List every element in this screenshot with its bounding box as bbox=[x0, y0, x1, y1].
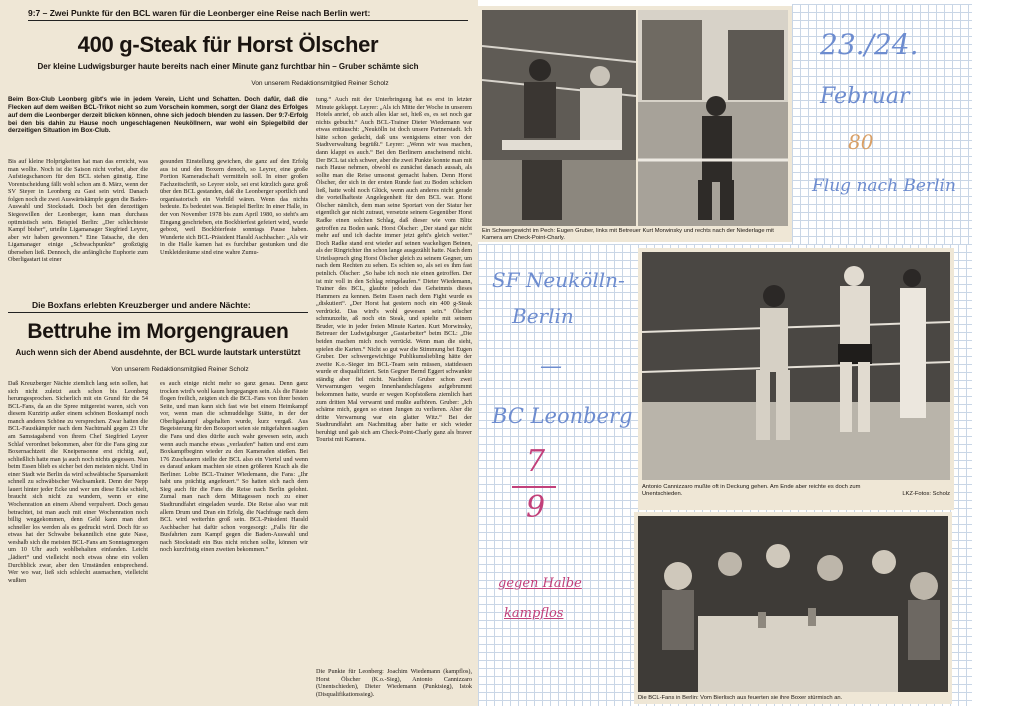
results-box: Die Punkte für Leonberg: Joachim Wiedemann (kampflos), Horst Ölscher (K.o.-Sieg), Antonio Cannizzaro (Unentschieden), Dieter Wiedemann (Punktsieg), Istok (Disqualifikationssieg). bbox=[316, 668, 472, 698]
handwritten-note: Flug nach Berlin bbox=[812, 176, 956, 196]
photo3-caption: Die BCL-Fans in Berlin: Vom Bierlisch aus feuerten sie ihre Boxer stürmisch an. bbox=[638, 695, 843, 701]
score-divider bbox=[512, 486, 556, 488]
handwritten-team2: BC Leonberg bbox=[492, 404, 633, 428]
article2-kicker: Die Boxfans erlebten Kreuzberger und andere Nächte: bbox=[32, 300, 251, 310]
article2-byline: Von unserem Redaktionsmitglied Reiner Scholz bbox=[111, 366, 249, 373]
article2-column-2: es auch einige nicht mehr so ganz genau. Denn ganz trocken wird's wohl kaum hergegangen sein. Als die Fäuste flogen freilich, zeigten sich die BCL-Fans von ihrer besten Seite, und man kann sich fast wie bei einem Heimkampf vor, wenn man die schmuddelige Stätte, in der der Oberligakampf abgehalten wurde, kurz vergaß. Aus Begeisterung für den Boxsport seien sie mitgefahren sagten die Fans und dies dürfte auch wahr gewesen sein, auch wenn auch manche etwas „verlaufen“ hatten und erst zum Boxkampfbeginn wieder zu den Kameraden stießen. Bei 176 Zuschauern stellte der BCL also ein Viertel und wenn es darauf ankam machten sie einen größeren Krach als die Berliner. Lobte BCL-Trainer Wiedemann, die Fans: „Ihr habt uns prächtig angefeuert.“ So hatten sich nach dem Sieg auch für die Fans die Reise nach Berlin gelohnt. Zumal man nach dem Mittagessen noch zu einer Stadtrundfahrt eingeladen wurde. Die Reise also war mit allem Drum und Dran ein Erfolg, die Nachfrage nach dem BCL wird weiterhin groß sein. BCL-Präsident Harald Aschbacher hat dafür schon vorgesorgt: „Falls für die Busfahrten zum Kampf gegen die Baden-Auswahl und nach Stockstadt ein Bus nicht reichen sollte, können wir noch kurzfristig einen zweiten bekommen.“ bbox=[160, 380, 308, 554]
article1-subheadline: Der kleine Ludwigsburger haute bereits nach einer Minute ganz furchtbar hin – Gruber schämte sich bbox=[37, 62, 419, 71]
handwritten-date: 23./24. bbox=[820, 28, 919, 61]
handwritten-team1-line1: SF Neukölln- bbox=[492, 268, 625, 292]
handwritten-year: 80 bbox=[848, 130, 874, 154]
handwritten-score-top: 7 bbox=[526, 444, 546, 479]
article1-column-3: tung.“ Auch mit der Unterbringung hat es erst in letzter Minute geklappt. Leyrer: „Als ich Mitte der Woche in unserem Hotels anrief, ob auch alles klar sei, hieß es, es sei noch gar nichts gebucht.“ Auch BCL-Trainer Dieter Wiedemann war etwas enttäuscht: „Neukölln ist doch unsere Partnerstadt. Ich hätte schon gedacht, daß uns wenigstens einer von der Stadtverwaltung begrüßt.“ Leyrer: „Wenn wir was machen, dann klappt es auch.“ Bei den Berlinern anscheinend nicht. Der BCL tat sich schwer, aber die zwei Punkte konnte man mit nach Hause nehmen, obwohl es zunächst danach aussah, als sollte man die Reise umsonst gemacht haben. Denn Horst Ölscher, der sich in der ersten Runde fast zu Boden schicken ließ, hatte wohl noch Glück, wenn auch anderes nicht gerade die vorteilhafteste Angelegenheit für den BCL war. Horst Ölscher nämlich, dem man seine Sportart von der Statur her eigentlich gar nicht zutraut, versetzte seinem Gegenüber Horst Radke einen solchen Schlag, daß dieser wie vom Blitz getroffen zu Boden sank. Horst Ölscher: „Der stand gar nicht mehr auf und ich dachte immer jetzt geht's gleich weiter.“ Doch Radke stand erst wieder auf seinen wackeligen Beinen, als der Ringrichter ihn schon lange ausgezählt hatte. Nach dem Urteilsspruch ging Horst Ölscher gleich zu seinem Gegner, um nach dem Rechten zu sehen. Es schien so, als sei es ihm fast peinlich. Ölscher: „So habe ich noch nie einen getroffen. Der ist mir voll in den Schlag reingelaufen.“ Dieter Wiedemann, Trainer des BCL, glaubte jedoch das Geheimnis dieses Hammers zu kennen. Beim Essen nach dem Fight wurde es „diskutiert“. „Der Horst hat gestern noch ein 400 g-Steak verdrückt. Das wird's wohl gewesen sein.“ Ölscher schmunzelte, aß noch ein Steak, und spielte mit seinem Bruder, wie in jeder freien Minute Karten. Kurt Morwinsky, Betreuer der Ludwigsburger „Gastarbeiter“ beim BCL: „Die beiden machen mich noch verrückt. Wenn man die sieht, spielen die Karten.“ Nicht so gut war die Stimmung bei Eugen Gruber. Der schwergewichtige Publikumsliebling hätte der zweite K.o.-Sieger im BCL-Team sein müssen, stattdessen wurde er disqualifiziert. Sein Gegner Bernd Eggert schwankte ständig aber fiel nicht. Nachdem Gruber schon zwei Verwarnungen wegen Innenhandschlagens aufgebrummt bekommen hatte, wurde er wegen Kopfstoßens ziemlich hart zum dritten Mal verwarnt und mußte aufhören. Gruber: „Ich schäme mich, gegen so einen Jungen zu verlieren. Aber die dritte Verwarnung war ein glatter Witz.“ Bei der Stadtrundfahrt am Nachmittag aber hatte er sich wieder beruhigt und gab sich am Check-Point-Charly ganz als braver Tourist mit Kamera. bbox=[316, 96, 472, 444]
handwritten-team1-line2: Berlin bbox=[512, 304, 574, 328]
article2-rule bbox=[8, 312, 308, 313]
photo2-caption: Antonio Cannizzaro mußte oft in Deckung gehen. Am Ende aber reichte es doch zum Unentschieden. bbox=[642, 484, 861, 497]
article1-byline: Von unserem Redaktionsmitglied Reiner Scholz bbox=[251, 80, 389, 87]
article2-headline: Bettruhe im Morgengrauen bbox=[27, 320, 289, 343]
handwritten-month: Februar bbox=[820, 84, 910, 109]
photo-gruber-checkpoint bbox=[638, 10, 788, 226]
article1-column-1: Bis auf kleine Holprigkeiten hat man das erreicht, was man wollte. Noch ist die Saison nicht vorbei, aber die Aufstiegschancen für den BCL stehen günstig. Eine Vorentscheidung fällt wohl schon am 8. März, wenn der SV Steyer in Leonberg zu Gast sein wird. Danach folgen noch die zwei Auswärtskämpfe gegen die Baden-Auswahl und Stockstadt. Doch bei den derzeitigen Siegeswillen der Leonberger, kann man durchaus optimistisch sein. Beispiel Berlin: „Der schlechteste Kampf bisher“, urteilte Ligamanager Siegfried Leyrer, aber wir haben gewonnen.“ Eine Tatsache, die den Ligamanager einige „Schwachpunkte“ großzügig übersehen ließ. Dennoch, die anfängliche Euphorie zum Oberligastart ist einer bbox=[8, 158, 148, 264]
article1-headline: 400 g-Steak für Horst Ölscher bbox=[77, 32, 379, 57]
handwritten-remark1: gegen Halbe bbox=[498, 576, 582, 591]
article1-column-2: gesunden Einstellung gewichen, die ganz auf den Erfolg aus ist und den Boxern denoch, so Leyrer, eine große Portion Kameradschaft vermitteln soll. In einer großen Fachzeitschrift, so Leyrer stolz, sei erst kürzlich ganz groß über den BCL gestanden, daß die Leonberger sportlich und organisatorisch ein Vorbild wären. Wenn das nichts bedeute. Es bedeutet was. Beispiel Berlin: In einer Halle, in der von November 1978 bis zum April 1980, so steht's am Eingang geschrieben, ein Bockbierfest gefeiert wird, wurde geboxt, weil Bockbierfeste sonntags Pause haben. Wunderte sich BCL-Präsident Harald Aschbacher: „Als wir in die Halle kamen hat es furchtbar gestunken und die Umkleideräume sind eine wahre Zumu- bbox=[160, 158, 308, 256]
handwritten-dash: — bbox=[540, 354, 562, 379]
article1-kicker: 9:7 – Zwei Punkte für den BCL waren für die Leonberger eine Reise nach Berlin wert: bbox=[28, 8, 371, 18]
photo-credit: LKZ-Fotos: Scholz bbox=[902, 491, 950, 497]
photo1-caption: Ein Schwergewicht im Pech: Eugen Gruber, links mit Betreuer Kurt Morwinsky und rechts nach der Niederlage mit Kamera am Check-Point-Charly. bbox=[482, 228, 774, 241]
handwritten-remark2: kampflos bbox=[504, 606, 564, 621]
kicker-rule bbox=[28, 20, 468, 21]
article2-column-1: Daß Kreuzberger Nächte ziemlich lang sein sollen, hat sich nicht zuletzt auch schon bis Leonberg herumgesprochen. Sicherlich mit ein Grund für die 54 BCL-Fans, da an die Spree mitgereist waren, sich von diesem Kurztrip außer einem schönen Boxkampf noch manch anderes Schöne zu versprechen. Zwar hatten die BCL-Faustkämpfer nach dem Nachtmahl gegen 23 Uhr am Samstagabend von ihrem Chef Siegfried Leyrer Schlaf verordnet bekommen, aber für die Fans ging zur Boxernachtzeit die Kneipensonne erst richtig auf, schließlich hatte man ja auch noch nichts gegessen. Nun beim Essen blieb es sicher bei den meisten nicht. Und in einer Stadt wie Berlin da wird schwäbische Sparsamkeit schnell zu schwäbischer Wachsamkeit. Denn der Nepp lauert hinter jeder Ecke und wer um diese Ecke schielt, braucht sich nicht zu wundern, wenn er eine Wochenration an einem Abend verpulvert. Doch genau betrachtet, ist man auch mit einer Wochenration noch billig weggekommen, denn Geld kann man dort schneller los werden als es gedruckt wird. Doch für so etwas hat der Schwabe bekanntlich eine gute Nase, weshalb sich die meisten BCL-Fans am Sonntagmorgen um 10 Uhr auch wohlbehalten einfanden. Leicht „lädiert“ und vielleicht noch etwas ohne ein vollen Durchblick zwar, aber den Umständen entsprechend. Wer wo war, ließ sich schlecht ausmachen, vielleicht wußten bbox=[8, 380, 148, 584]
photo-gruber-ring bbox=[482, 10, 636, 226]
article2-subheadline: Auch wenn sich der Abend ausdehnte, der BCL wurde lautstark unterstützt bbox=[15, 348, 301, 357]
handwritten-score-bottom: 9 bbox=[526, 490, 546, 525]
photo-cannizzaro-bout bbox=[642, 252, 950, 480]
article1-lead: Beim Box-Club Leonberg gibt's wie in jedem Verein, Licht und Schatten. Doch dafür, daß die Flecken auf dem weißen BCL-Trikot nicht so zum Vorschein kommen, sorgt der Glanz des Erfolges auf dem die Leonberger derzeit blicken können, ohne sich jedoch blenden zu lassen. Der 9:7-Erfolg bei den bis dahin zu Hause noch ungeschlagenen Neuköllnern, war wohl ein Spiegelbild der derzeitigen Situation im Box-Club. bbox=[8, 96, 308, 135]
photo-bcl-fans bbox=[638, 516, 948, 692]
